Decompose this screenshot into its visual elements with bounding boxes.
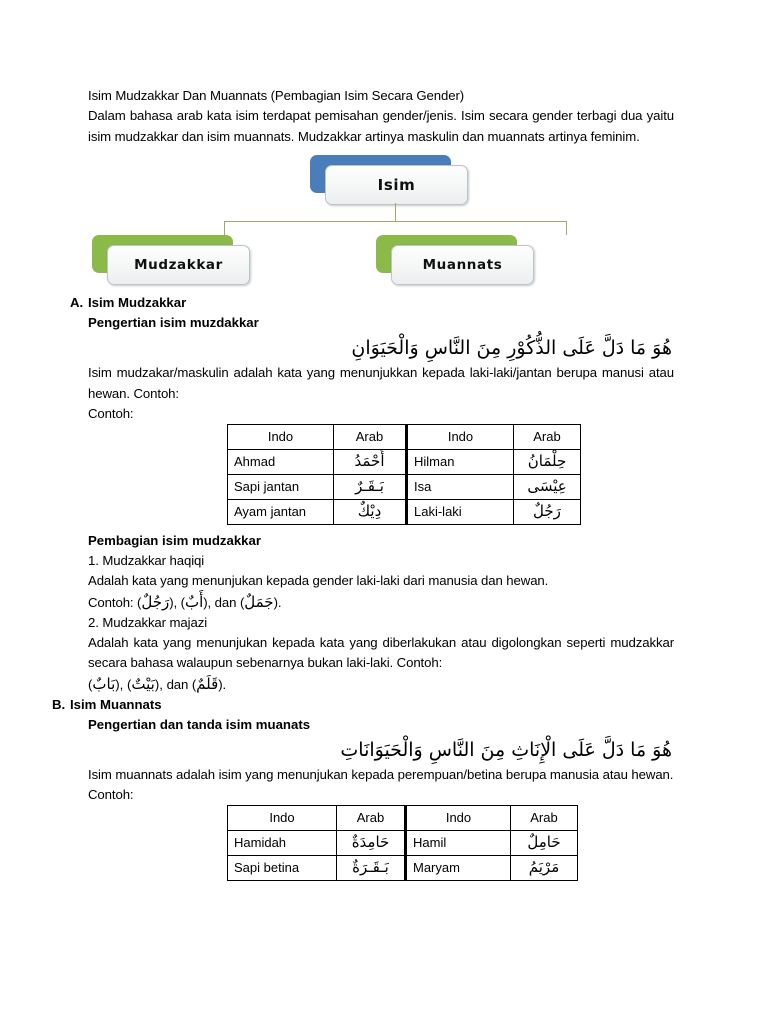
cell-arab: حِلْمَانُ — [514, 450, 581, 475]
cell-indo: Ahmad — [228, 450, 334, 475]
table-row — [228, 475, 581, 500]
cell-indo: Hamil — [406, 831, 511, 856]
table-row — [228, 450, 581, 475]
muannats-examples-table — [227, 805, 578, 881]
section-a-title: Isim Mudzakkar — [88, 295, 187, 310]
cell-indo: Sapi betina — [228, 856, 337, 881]
cell-indo: Maryam — [406, 856, 511, 881]
header-arab-2: Arab — [514, 425, 581, 450]
muannats-table-wrap — [88, 805, 674, 881]
cell-arab: حَامِدَةٌ — [337, 831, 406, 856]
header-arab-2: Arab — [511, 806, 578, 831]
cell-arab: حَامِلٌ — [511, 831, 578, 856]
table-header-row — [228, 806, 578, 831]
section-b-marker: B. — [52, 696, 66, 712]
cell-arab: مَرْيَمُ — [511, 856, 578, 881]
document-content — [52, 86, 674, 881]
mudzakkar-arabic-definition: هُوَ مَا دَلَّ عَلَى الذُّكُوْرِ مِنَ النَّاسِ وَالْحَيَوَانِ — [351, 337, 672, 359]
mudzakkar-examples-table — [227, 424, 581, 525]
mudzakkar-majazi-title: 2. Mudzakkar majazi — [88, 614, 208, 630]
connector-vertical-right — [566, 221, 567, 235]
mudzakkar-majazi-body: Adalah kata yang menunjukan kepada kata yang diberlakukan atau digolongkan seperti mudzakkar secara bahasa walaupun sebenarnya bukan laki-laki. Contoh: — [88, 634, 674, 670]
table-row — [228, 856, 578, 881]
table-header-row — [228, 425, 581, 450]
header-arab-1: Arab — [337, 806, 406, 831]
muannats-arabic-definition: هُوَ مَا دَلَّ عَلَى الْإِنَاثِ مِنَ النَّاسِ وَالْحَيَوَانَاتِ — [340, 738, 672, 761]
cell-indo: Hamidah — [228, 831, 337, 856]
cell-arab: دِيْكٌ — [334, 500, 407, 525]
example-separator: ), dan ( — [203, 594, 245, 610]
example-separator: ), ( — [169, 594, 185, 610]
root-node — [325, 165, 468, 205]
section-a-heading — [70, 293, 674, 313]
header-indo-1: Indo — [228, 425, 334, 450]
arabic-example: رَجُلٌ — [141, 592, 170, 611]
cell-indo: Sapi jantan — [228, 475, 334, 500]
arabic-example: قَلَمٌ — [196, 674, 219, 693]
section-a-subheading: Pengertian isim muzdakkar — [88, 315, 259, 330]
arabic-example: بَابٌ — [92, 674, 116, 693]
cell-indo: Laki-laki — [407, 500, 514, 525]
mudzakkar-node-label: Mudzakkar — [134, 257, 223, 273]
connector-horizontal — [224, 221, 567, 222]
arabic-example: جَمَلٌ — [244, 592, 274, 611]
header-indo-2: Indo — [407, 425, 514, 450]
example-suffix: ). — [273, 594, 282, 610]
mudzakkar-table-wrap — [88, 424, 674, 525]
section-b-title: Isim Muannats — [70, 696, 162, 712]
section-a-marker: A. — [70, 295, 84, 310]
cell-indo: Hilman — [407, 450, 514, 475]
section-b-subheading: Pengertian dan tanda isim muanats — [88, 716, 311, 732]
mudzakkar-haqiqi-examples — [88, 592, 674, 613]
header-indo-2: Indo — [406, 806, 511, 831]
table-row — [228, 500, 581, 525]
muannats-contoh-label: Contoh: — [88, 787, 134, 802]
cell-indo: Ayam jantan — [228, 500, 334, 525]
cell-arab: بَـقَـرٌ — [334, 475, 407, 500]
cell-arab: عِيْسَى — [514, 475, 581, 500]
table-row — [228, 831, 578, 856]
mudzakkar-contoh-label: Contoh: — [88, 406, 134, 421]
cell-arab: أَحْمَدُ — [334, 450, 407, 475]
mudzakkar-haqiqi-body: Adalah kata yang menunjukan kepada gender laki-laki dari manusia dan hewan. — [88, 573, 549, 588]
muannats-definition-paragraph: Isim muannats adalah isim yang menunjukan kepada perempuan/betina berupa manusia atau hewan. — [88, 766, 674, 782]
muannats-node — [391, 245, 534, 285]
connector-vertical-root — [395, 203, 396, 221]
contoh-prefix: Contoh: ( — [88, 594, 142, 610]
arabic-example: بَيْتٌ — [131, 674, 155, 693]
header-arab-1: Arab — [334, 425, 407, 450]
mudzakkar-majazi-examples — [88, 674, 674, 695]
intro-paragraph: Dalam bahasa arab kata isim terdapat pemisahan gender/jenis. Isim secara gender terbagi dua yaitu isim mudzakkar dan isim muannats. Mudzakkar artinya maskulin dan muannats artinya feminim. — [88, 108, 674, 144]
cell-indo: Isa — [407, 475, 514, 500]
isim-hierarchy-diagram — [88, 153, 674, 293]
connector-vertical-left — [224, 221, 225, 235]
muannats-node-label: Muannats — [422, 257, 503, 273]
mudzakkar-node — [107, 245, 250, 285]
header-indo-1: Indo — [228, 806, 337, 831]
example-separator: ), ( — [115, 676, 132, 692]
cell-arab: رَجُلٌ — [514, 500, 581, 525]
mudzakkar-haqiqi-title: 1. Mudzakkar haqiqi — [88, 553, 205, 568]
arabic-example: أَبٌ — [184, 592, 204, 611]
section-b-heading — [52, 695, 674, 715]
root-node-label: Isim — [377, 176, 416, 194]
mudzakkar-definition-paragraph: Isim mudzakar/maskulin adalah kata yang menunjukkan kepada laki-laki/jantan berupa manusi atau hewan. Contoh: — [88, 365, 674, 401]
pembagian-mudzakkar-heading: Pembagian isim mudzakkar — [88, 533, 261, 548]
cell-arab: بَـقَـرَةٌ — [337, 856, 406, 881]
example-separator: ), dan ( — [154, 676, 197, 692]
example-suffix: ). — [218, 676, 227, 692]
contoh-prefix: ( — [88, 676, 93, 692]
document-title: Isim Mudzakkar Dan Muannats (Pembagian Isim Secara Gender) — [88, 88, 465, 103]
